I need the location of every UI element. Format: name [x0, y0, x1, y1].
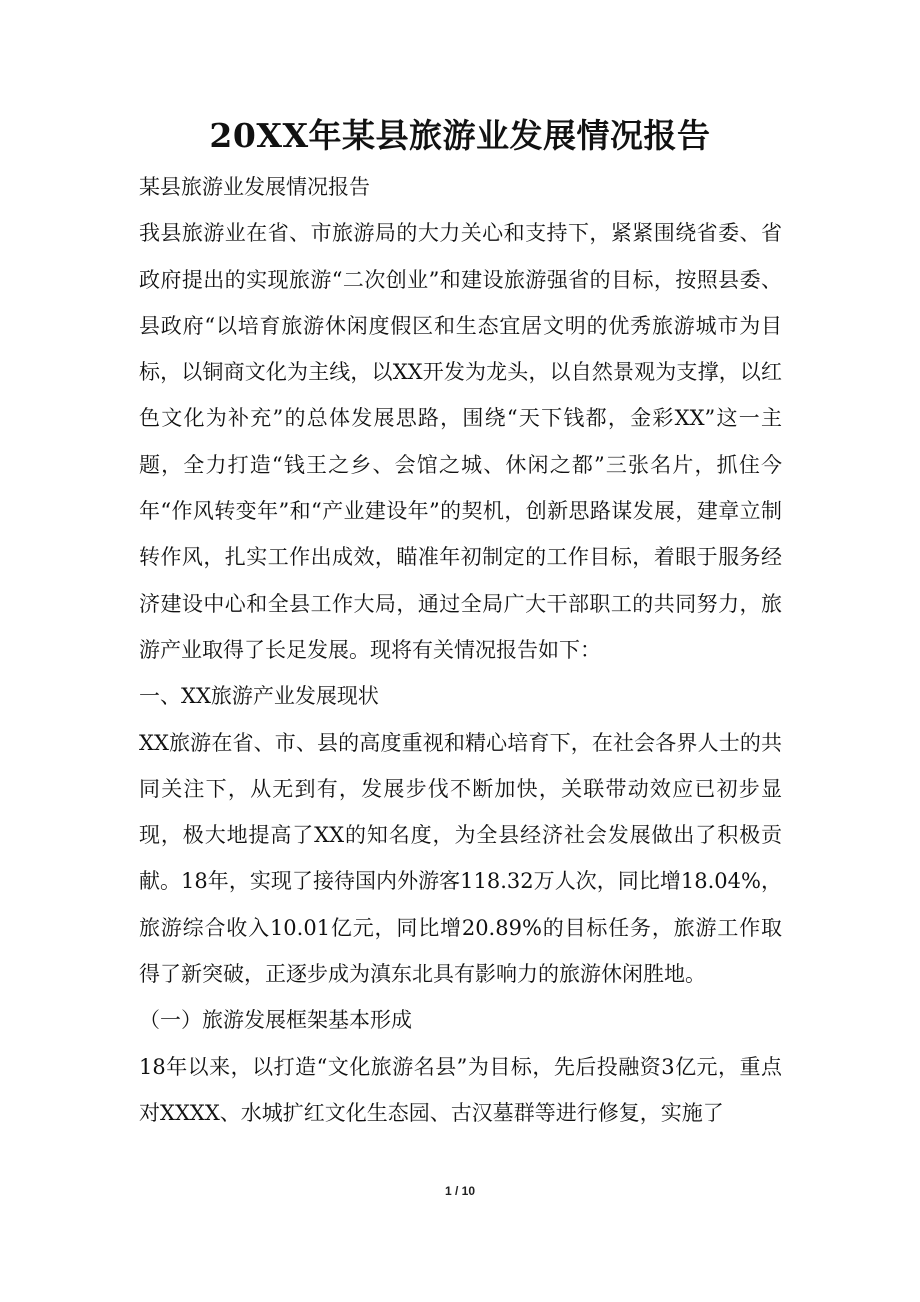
intro-paragraph: 我县旅游业在省、市旅游局的大力关心和支持下，紧紧围绕省委、省政府提出的实现旅游“二次创业”和建设旅游强省的目标，按照县委、县政府“以培育旅游休闲度假区和生态宜居文明的优秀旅游城市为目标，以铜商文化为主线，以XX开发为龙头，以自然景观为支撑，以红色文化为补充”的总体发展思路，围绕“天下钱都，金彩XX”这一主题，全力打造“钱王之乡、会馆之城、休闲之都”三张名片，抓住今年“作风转变年”和“产业建设年”的契机，创新思路谋发展，建章立制转作风，扎实工作出成效，瞄准年初制定的工作目标，着眼于服务经济建设中心和全县工作大局，通过全局广大干部职工的共同努力，旅游产业取得了长足发展。现将有关情况报告如下：: [139, 221, 782, 662]
framework-paragraph: 18年以来，以打造“文化旅游名县”为目标，先后投融资3亿元，重点对XXXX、水城扩红文化生态园、古汉墓群等进行修复，实施了: [139, 1054, 782, 1125]
document-title: 20XX年某县旅游业发展情况报告: [209, 116, 711, 155]
subtitle-paragraph: 某县旅游业发展情况报告: [139, 175, 370, 199]
page-number: 1 / 10: [444, 1184, 476, 1198]
document-body: [139, 164, 782, 1136]
status-paragraph: XX旅游在省、市、县的高度重视和精心培育下，在社会各界人士的共同关注下，从无到有，发展步伐不断加快，关联带动效应已初步显现，极大地提高了XX的知名度，为全县经济社会发展做出了积极贡献。18年，实现了接待国内外游客118.32万人次，同比增18.04%，旅游综合收入10.01亿元，同比增20.89%的目标任务，旅游工作取得了新突破，正逐步成为滇东北具有影响力的旅游休闲胜地。: [139, 730, 782, 987]
section-heading: 一、XX旅游产业发展现状: [139, 684, 379, 709]
subsection-heading: （一）旅游发展框架基本形成: [139, 1008, 412, 1033]
